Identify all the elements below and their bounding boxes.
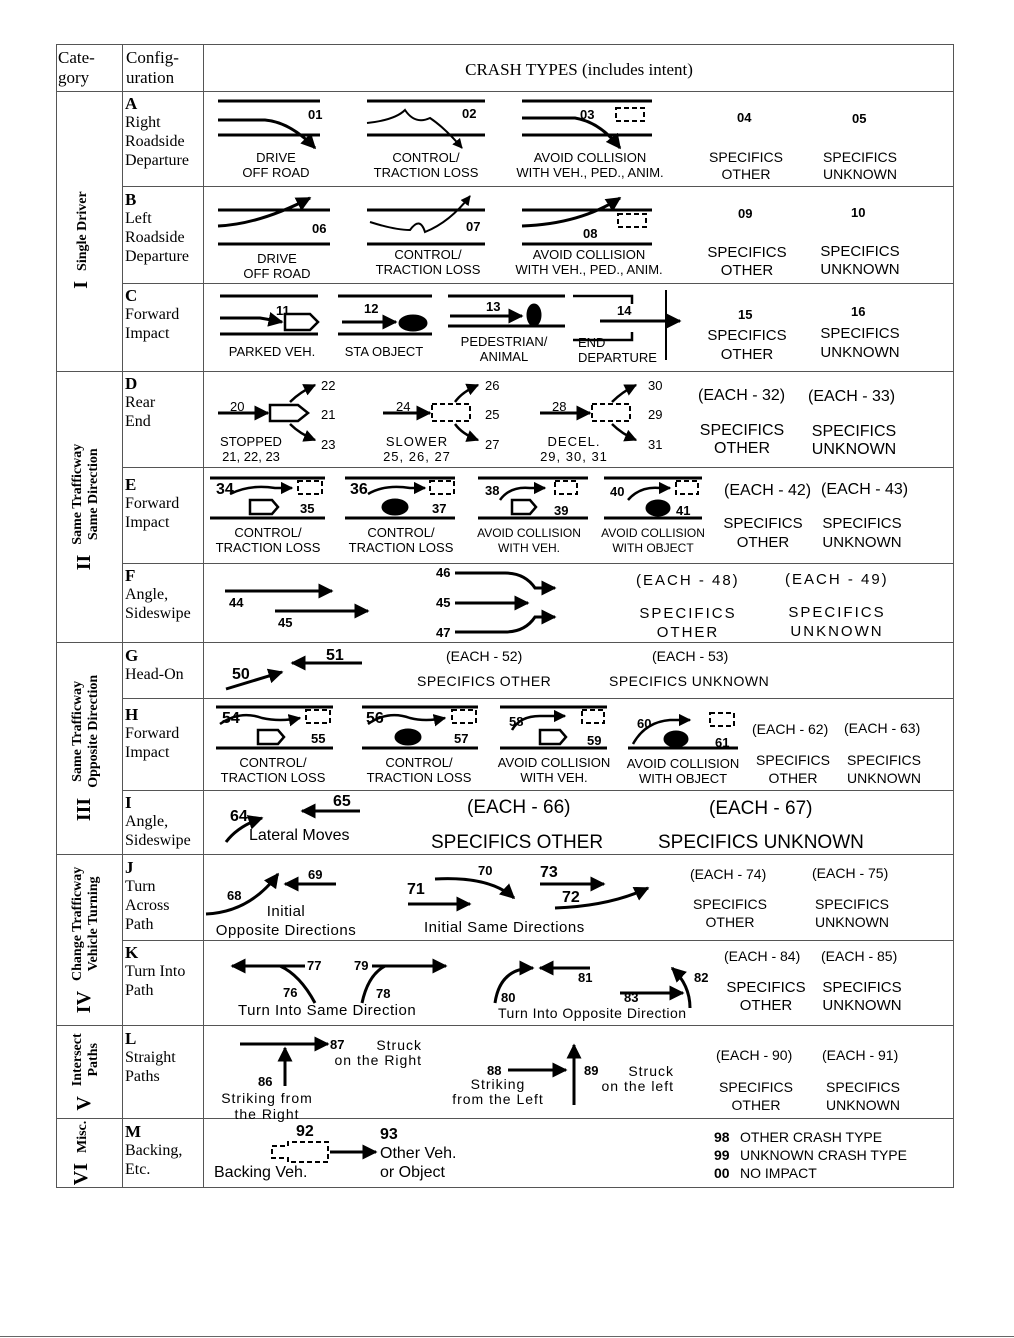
label-12: STA OBJECT [344, 344, 424, 359]
config-name: Forward Impact [125, 306, 180, 342]
code-92: 92 [296, 1123, 314, 1140]
code-64: 64 [230, 808, 248, 825]
code-35: 35 [300, 501, 315, 516]
code-02: 02 [462, 106, 477, 121]
category-name: Intersect Paths [70, 1033, 101, 1087]
specifics-other-32: SPECIFICS OTHER [699, 422, 785, 457]
label-88: Striking from the Left [452, 1076, 544, 1107]
label-60-61: AVOID COLLISION WITH OBJECT [626, 756, 740, 786]
each-75: (EACH - 75) [812, 865, 889, 881]
config-letter: A [125, 94, 138, 113]
label-stopped: STOPPED 21, 22, 23 [220, 434, 282, 464]
config-name: Forward Impact [125, 725, 180, 761]
each-66: (EACH - 66) [467, 797, 571, 818]
code-58: 58 [509, 714, 524, 729]
each-49: (EACH - 49) [785, 571, 889, 588]
code-21: 21 [321, 407, 336, 422]
code-51: 51 [326, 647, 344, 664]
specifics-other-74: SPECIFICS OTHER [693, 896, 767, 930]
label-same-direction: Turn Into Same Direction [238, 1002, 417, 1019]
category-name: Same Trafficway Opposite Direction [70, 674, 101, 788]
each-74: (EACH - 74) [690, 866, 767, 882]
code-07: 07 [466, 219, 481, 234]
configuration-header: Config- uration [126, 48, 179, 87]
label-36-37: CONTROL/ TRACTION LOSS [348, 525, 454, 555]
config-letter: D [125, 374, 138, 393]
diagram-70-73 [408, 879, 648, 908]
code-76: 76 [283, 985, 298, 1000]
code-57: 57 [454, 731, 469, 746]
code-47: 47 [436, 625, 451, 640]
specifics-other-48: SPECIFICS OTHER [639, 605, 737, 641]
label-10: SPECIFICS UNKNOWN [820, 243, 900, 278]
each-62: (EACH - 62) [752, 721, 829, 737]
config-name: Angle, Sideswipe [125, 586, 191, 622]
specifics-unknown-91: SPECIFICS UNKNOWN [826, 1079, 900, 1113]
each-90: (EACH - 90) [716, 1047, 793, 1063]
category-number: VI [70, 1163, 92, 1186]
each-53: (EACH - 53) [652, 648, 729, 664]
code-20: 20 [230, 399, 245, 414]
diagram-46-47 [455, 573, 555, 632]
specifics-other-42: SPECIFICS OTHER [723, 515, 803, 551]
code-08: 08 [583, 226, 598, 241]
diagram-80-83 [495, 968, 690, 1008]
code-30: 30 [648, 378, 663, 393]
code-09: 09 [738, 206, 753, 221]
category-name: Same Trafficway Same Direction [70, 443, 101, 545]
label-09: SPECIFICS OTHER [707, 244, 787, 279]
code-34: 34 [216, 481, 234, 498]
config-letter: M [125, 1122, 142, 1141]
code-56: 56 [366, 710, 384, 727]
label-07: CONTROL/ TRACTION LOSS [375, 247, 481, 277]
code-04: 04 [737, 110, 752, 125]
each-91: (EACH - 91) [822, 1047, 899, 1063]
specifics-unknown-53: SPECIFICS UNKNOWN [609, 673, 770, 689]
category-number: III [72, 797, 95, 822]
category-name: Change Trafficway Vehicle Turning [70, 866, 101, 981]
code-82: 82 [694, 970, 709, 985]
label-16: SPECIFICS UNKNOWN [820, 325, 900, 361]
lateral-moves-label: Lateral Moves [249, 827, 350, 844]
code-46: 46 [436, 565, 451, 580]
code-83: 83 [624, 990, 639, 1005]
code-99: 99 [714, 1147, 730, 1163]
code-39: 39 [554, 503, 569, 518]
config-letter: J [125, 858, 134, 877]
config-letter: K [125, 943, 139, 962]
code-72: 72 [562, 889, 580, 906]
code-89: 89 [584, 1063, 599, 1078]
category-number: II [72, 554, 95, 571]
config-letter: L [125, 1029, 137, 1048]
each-43: (EACH - 43) [821, 481, 909, 498]
code-88: 88 [487, 1063, 502, 1078]
label-99: UNKNOWN CRASH TYPE [740, 1147, 907, 1163]
each-85: (EACH - 85) [821, 948, 898, 964]
category-number: IV [72, 990, 95, 1014]
code-73: 73 [540, 864, 558, 881]
each-48: (EACH - 48) [636, 572, 740, 589]
config-letter: B [125, 190, 137, 209]
code-54: 54 [222, 710, 240, 727]
label-34-35: CONTROL/ TRACTION LOSS [215, 525, 321, 555]
code-40: 40 [610, 484, 625, 499]
code-98: 98 [714, 1129, 730, 1145]
specifics-unknown-33: SPECIFICS UNKNOWN [811, 423, 897, 458]
code-45b: 45 [436, 595, 451, 610]
diagram-44-45 [225, 591, 368, 611]
code-68: 68 [227, 888, 242, 903]
category-name: Misc. [75, 1120, 91, 1154]
specifics-unknown-85: SPECIFICS UNKNOWN [822, 979, 902, 1014]
code-03: 03 [580, 107, 595, 122]
code-59: 59 [587, 733, 602, 748]
label-opposite-directions: Initial Opposite Directions [215, 903, 357, 939]
config-letter: H [125, 705, 139, 724]
code-38: 38 [485, 483, 500, 498]
specifics-unknown-63: SPECIFICS UNKNOWN [847, 752, 921, 786]
specifics-other-62: SPECIFICS OTHER [756, 752, 830, 786]
config-name: Left Roadside Departure [125, 210, 189, 265]
code-87: 87 [330, 1037, 345, 1052]
code-93: 93 [380, 1126, 398, 1143]
code-26: 26 [485, 378, 500, 393]
label-40-41: AVOID COLLISION WITH OBJECT [601, 526, 705, 555]
diagram-11 [220, 296, 318, 334]
diagram-13 [448, 296, 565, 326]
label-04: SPECIFICS OTHER [709, 149, 783, 182]
code-86: 86 [258, 1074, 273, 1089]
code-36: 36 [350, 481, 368, 498]
code-06: 06 [312, 221, 327, 236]
config-letter: E [125, 475, 137, 494]
each-63: (EACH - 63) [844, 720, 921, 736]
category-number: V [72, 1096, 95, 1111]
code-24: 24 [396, 399, 411, 414]
code-05: 05 [852, 111, 867, 126]
code-55: 55 [311, 731, 326, 746]
code-81: 81 [578, 970, 593, 985]
code-11: 11 [276, 303, 290, 318]
each-67: (EACH - 67) [709, 798, 813, 819]
code-16: 16 [851, 304, 866, 319]
config-letter: G [125, 646, 139, 665]
diagram-01 [218, 101, 323, 148]
code-44: 44 [229, 595, 244, 610]
code-29: 29 [648, 407, 663, 422]
label-opposite-direction: Turn Into Opposite Direction [498, 1005, 687, 1021]
diagram-92-93 [272, 1142, 376, 1162]
config-name: Right Roadside Departure [125, 114, 189, 169]
specifics-unknown-43: SPECIFICS UNKNOWN [822, 515, 902, 551]
code-23: 23 [321, 437, 336, 452]
label-98: OTHER CRASH TYPE [740, 1129, 883, 1145]
label-13: PEDESTRIAN/ ANIMAL [460, 334, 548, 364]
each-52: (EACH - 52) [446, 648, 523, 664]
each-42: (EACH - 42) [724, 482, 812, 499]
specifics-other-66: SPECIFICS OTHER [431, 832, 604, 853]
code-41: 41 [676, 503, 691, 518]
label-86: Striking from the Right [221, 1090, 313, 1122]
label-87: Struck on the Right [334, 1037, 422, 1068]
diagram-12 [338, 296, 432, 334]
config-name: Rear End [125, 394, 156, 430]
code-14: 14 [617, 303, 632, 318]
code-69: 69 [308, 867, 323, 882]
config-letter: F [125, 566, 136, 585]
label-same-directions: Initial Same Directions [424, 919, 585, 936]
code-80: 80 [501, 990, 516, 1005]
code-28: 28 [552, 399, 567, 414]
label-14: END DEPARTURE [578, 335, 657, 365]
config-name: Angle, Sideswipe [125, 813, 191, 849]
specifics-other-52: SPECIFICS OTHER [417, 673, 552, 689]
label-decel: DECEL. 29, 30, 31 [540, 434, 608, 464]
label-15: SPECIFICS OTHER [707, 327, 787, 363]
label-02: CONTROL/ TRACTION LOSS [373, 150, 479, 180]
config-name: Forward Impact [125, 495, 180, 531]
label-58-59: AVOID COLLISION WITH VEH. [497, 755, 611, 785]
specifics-unknown-49: SPECIFICS UNKNOWN [788, 604, 886, 640]
code-61: 61 [715, 735, 730, 750]
label-01: DRIVE OFF ROAD [242, 150, 310, 180]
code-77: 77 [307, 958, 322, 973]
label-08: AVOID COLLISION WITH VEH., PED., ANIM. [515, 247, 663, 277]
page-bottom-rule [0, 1336, 1014, 1337]
label-slower: SLOWER 25, 26, 27 [383, 434, 451, 464]
config-letter: C [125, 286, 138, 305]
config-name: Turn Into Path [125, 963, 186, 999]
config-name: Head-On [125, 666, 184, 683]
code-65: 65 [333, 793, 351, 810]
config-letter: I [125, 793, 132, 812]
specifics-other-90: SPECIFICS OTHER [719, 1079, 793, 1113]
label-89: Struck on the left [601, 1063, 674, 1094]
crash-types-title: CRASH TYPES (includes intent) [465, 60, 693, 79]
code-22: 22 [321, 378, 336, 393]
category-header: Cate- gory [58, 48, 95, 87]
config-name: Turn Across Path [125, 878, 170, 933]
label-05: SPECIFICS UNKNOWN [823, 149, 897, 182]
code-31: 31 [648, 437, 663, 452]
code-10: 10 [851, 205, 866, 220]
specifics-other-84: SPECIFICS OTHER [726, 979, 806, 1014]
category-number: I [70, 280, 92, 289]
code-37: 37 [432, 501, 447, 516]
config-name: Backing, Etc. [125, 1142, 183, 1178]
code-71: 71 [407, 881, 425, 898]
label-92: Backing Veh. [214, 1164, 308, 1181]
code-15: 15 [738, 307, 753, 322]
code-27: 27 [485, 437, 500, 452]
code-25: 25 [485, 407, 500, 422]
label-06: DRIVE OFF ROAD [243, 251, 311, 281]
code-70: 70 [478, 863, 493, 878]
label-93: Other Veh. or Object [380, 1145, 457, 1181]
code-60: 60 [637, 716, 652, 731]
code-01: 01 [308, 107, 323, 122]
each-84: (EACH - 84) [724, 948, 801, 964]
label-54-55: CONTROL/ TRACTION LOSS [220, 755, 326, 785]
code-78: 78 [376, 986, 391, 1001]
config-name: Straight Paths [125, 1049, 176, 1085]
specifics-unknown-67: SPECIFICS UNKNOWN [658, 832, 864, 853]
code-12: 12 [364, 301, 379, 316]
specifics-unknown-75: SPECIFICS UNKNOWN [815, 896, 889, 930]
category-name: Single Driver [75, 191, 91, 271]
label-38-39: AVOID COLLISION WITH VEH. [477, 526, 581, 555]
diagram-76-79 [232, 966, 446, 1003]
code-50: 50 [232, 666, 250, 683]
code-79: 79 [354, 958, 369, 973]
code-45: 45 [278, 615, 293, 630]
code-00: 00 [714, 1165, 730, 1181]
label-00: NO IMPACT [740, 1165, 817, 1181]
code-13: 13 [486, 299, 501, 314]
label-56-57: CONTROL/ TRACTION LOSS [366, 755, 472, 785]
each-33: (EACH - 33) [808, 388, 896, 405]
label-03: AVOID COLLISION WITH VEH., PED., ANIM. [516, 150, 664, 180]
label-11: PARKED VEH. [228, 344, 316, 359]
each-32: (EACH - 32) [698, 387, 786, 404]
